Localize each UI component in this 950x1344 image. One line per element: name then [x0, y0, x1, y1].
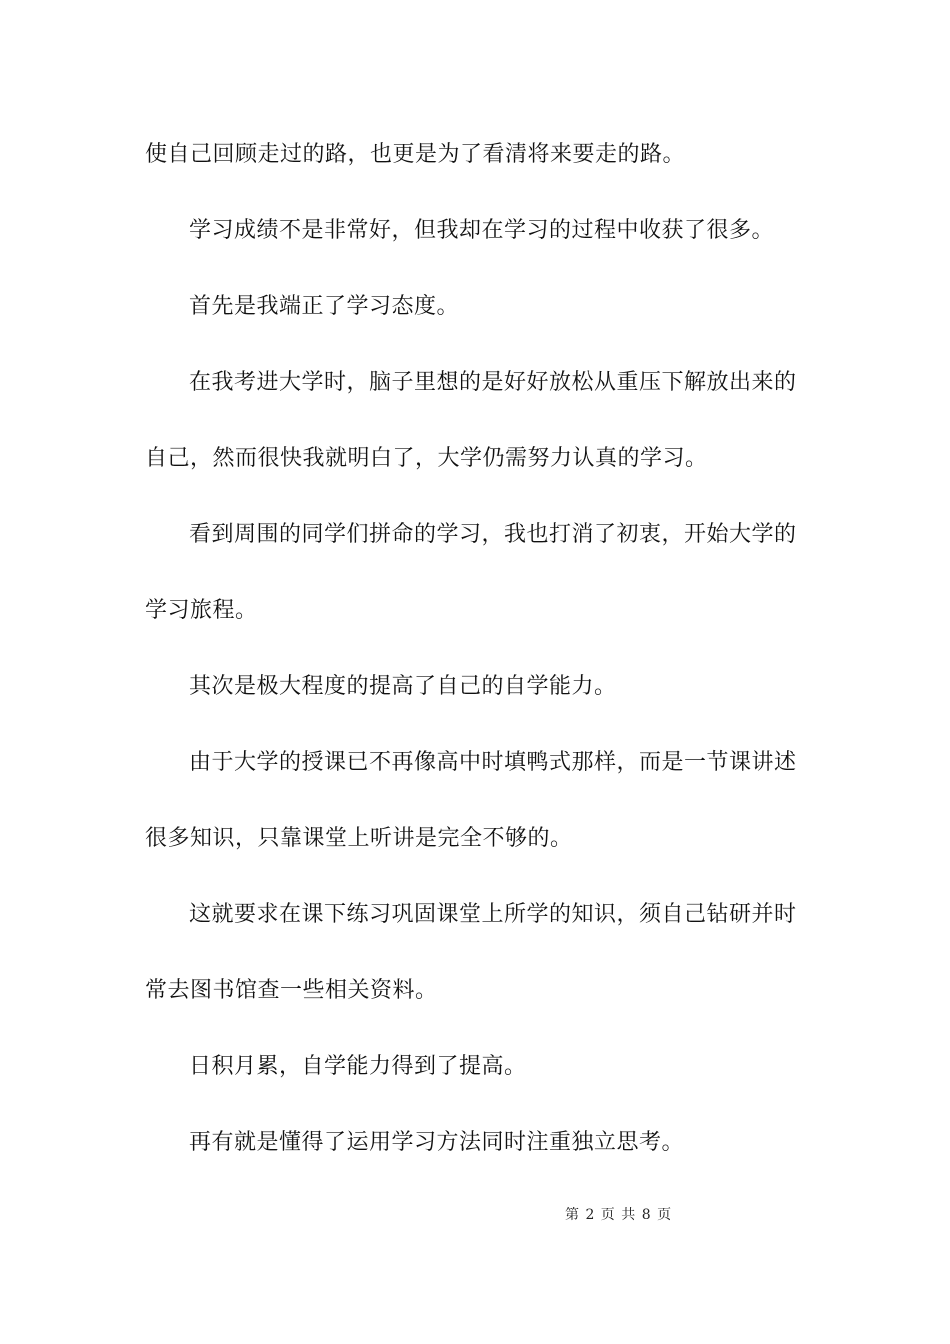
paragraph-line: 再有就是懂得了运用学习方法同时注重独立思考。 [189, 1130, 685, 1155]
text-line: 使自己回顾走过的路，也更是为了看清将来要走的路。 [145, 142, 686, 167]
paragraph-line: 看到周围的同学们拼命的学习，我也打消了初衷，开始大学的 [189, 522, 797, 547]
text-line: 学习旅程。 [145, 598, 258, 623]
text-line: 自己，然而很快我就明白了，大学仍需努力认真的学习。 [145, 446, 708, 471]
paragraph-line: 日积月累，自学能力得到了提高。 [189, 1054, 527, 1079]
paragraph-line: 其次是极大程度的提高了自己的自学能力。 [189, 674, 617, 699]
paragraph-line: 由于大学的授课已不再像高中时填鸭式那样，而是一节课讲述 [189, 750, 797, 775]
paragraph-line: 这就要求在课下练习巩固课堂上所学的知识，须自己钻研并时 [189, 902, 797, 927]
paragraph-line: 首先是我端正了学习态度。 [189, 294, 460, 319]
paragraph-line: 学习成绩不是非常好，但我却在学习的过程中收获了很多。 [189, 218, 775, 243]
page-footer: 第 2 页 共 8 页 [565, 1207, 673, 1223]
text-line: 常去图书馆查一些相关资料。 [145, 978, 438, 1003]
text-line: 很多知识，只靠课堂上听讲是完全不够的。 [145, 826, 573, 851]
paragraph-line: 在我考进大学时，脑子里想的是好好放松从重压下解放出来的 [189, 370, 797, 395]
